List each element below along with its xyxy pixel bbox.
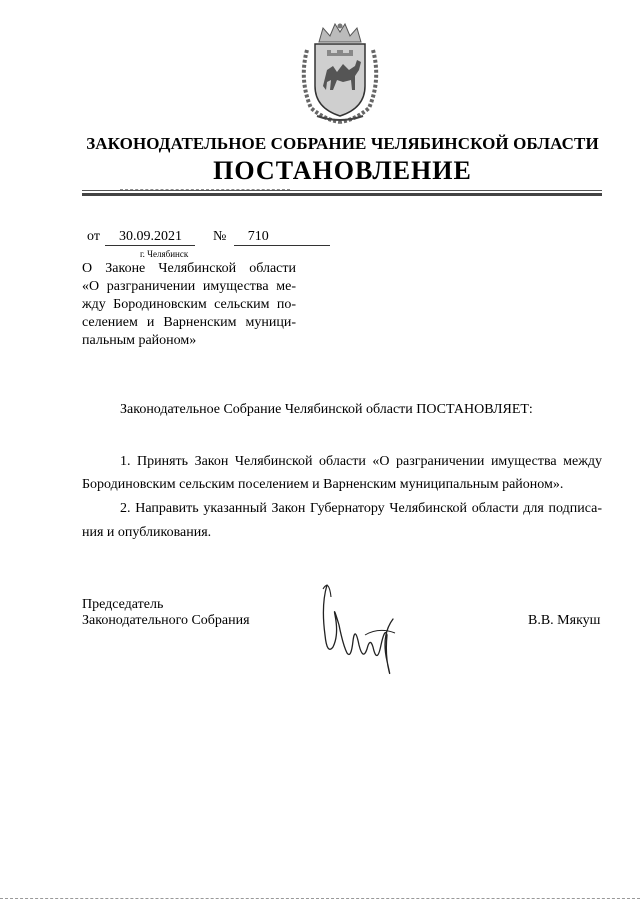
subject-line: пальным районом» <box>82 333 197 348</box>
document-type-title: ПОСТАНОВЛЕНИЕ <box>213 156 472 185</box>
number-prefix: № <box>212 229 227 244</box>
signatory-title-line1: Председатель <box>82 597 164 612</box>
subject-line: жду Бородиновским сельским по- <box>82 297 296 312</box>
document-meta <box>87 229 330 246</box>
issue-city: г. Челябинск <box>140 249 189 259</box>
subject-line: селением и Варненским муници- <box>82 315 296 330</box>
header-divider-thin <box>82 190 602 191</box>
subject-line: О Законе Челябинской области <box>82 261 296 276</box>
header-divider-thick <box>82 193 602 196</box>
document-subject <box>82 260 296 350</box>
date-prefix: от <box>87 229 100 244</box>
coat-of-arms-icon <box>297 20 383 124</box>
signatory-title-line2: Законодательного Собрания <box>82 613 250 628</box>
resolution-intro: Законодательное Собрание Челябинской области ПОСТАНОВЛЯЕТ: <box>120 402 533 417</box>
document-number: 710 <box>234 229 330 246</box>
document-date: 30.09.2021 <box>105 229 195 246</box>
handwritten-signature <box>315 575 400 680</box>
resolution-item-2: 2. Направить указанный Закон Губернатору Челябинской области для подписа- <box>120 501 602 516</box>
page-bottom-edge <box>0 898 640 899</box>
organization-title: ЗАКОНОДАТЕЛЬНОЕ СОБРАНИЕ ЧЕЛЯБИНСКОЙ ОБЛАСТИ <box>86 134 599 153</box>
signatory-name: В.В. Мякуш <box>528 613 601 628</box>
resolution-item-1-cont: Бородиновским сельским поселением и Варненским муниципальным районом». <box>82 477 564 492</box>
subject-line: «О разграничении имущества ме- <box>82 279 296 294</box>
resolution-item-1: 1. Принять Закон Челябинской области «О разграничении имущества между <box>120 454 602 469</box>
resolution-item-2-cont: ния и опубликования. <box>82 525 212 540</box>
